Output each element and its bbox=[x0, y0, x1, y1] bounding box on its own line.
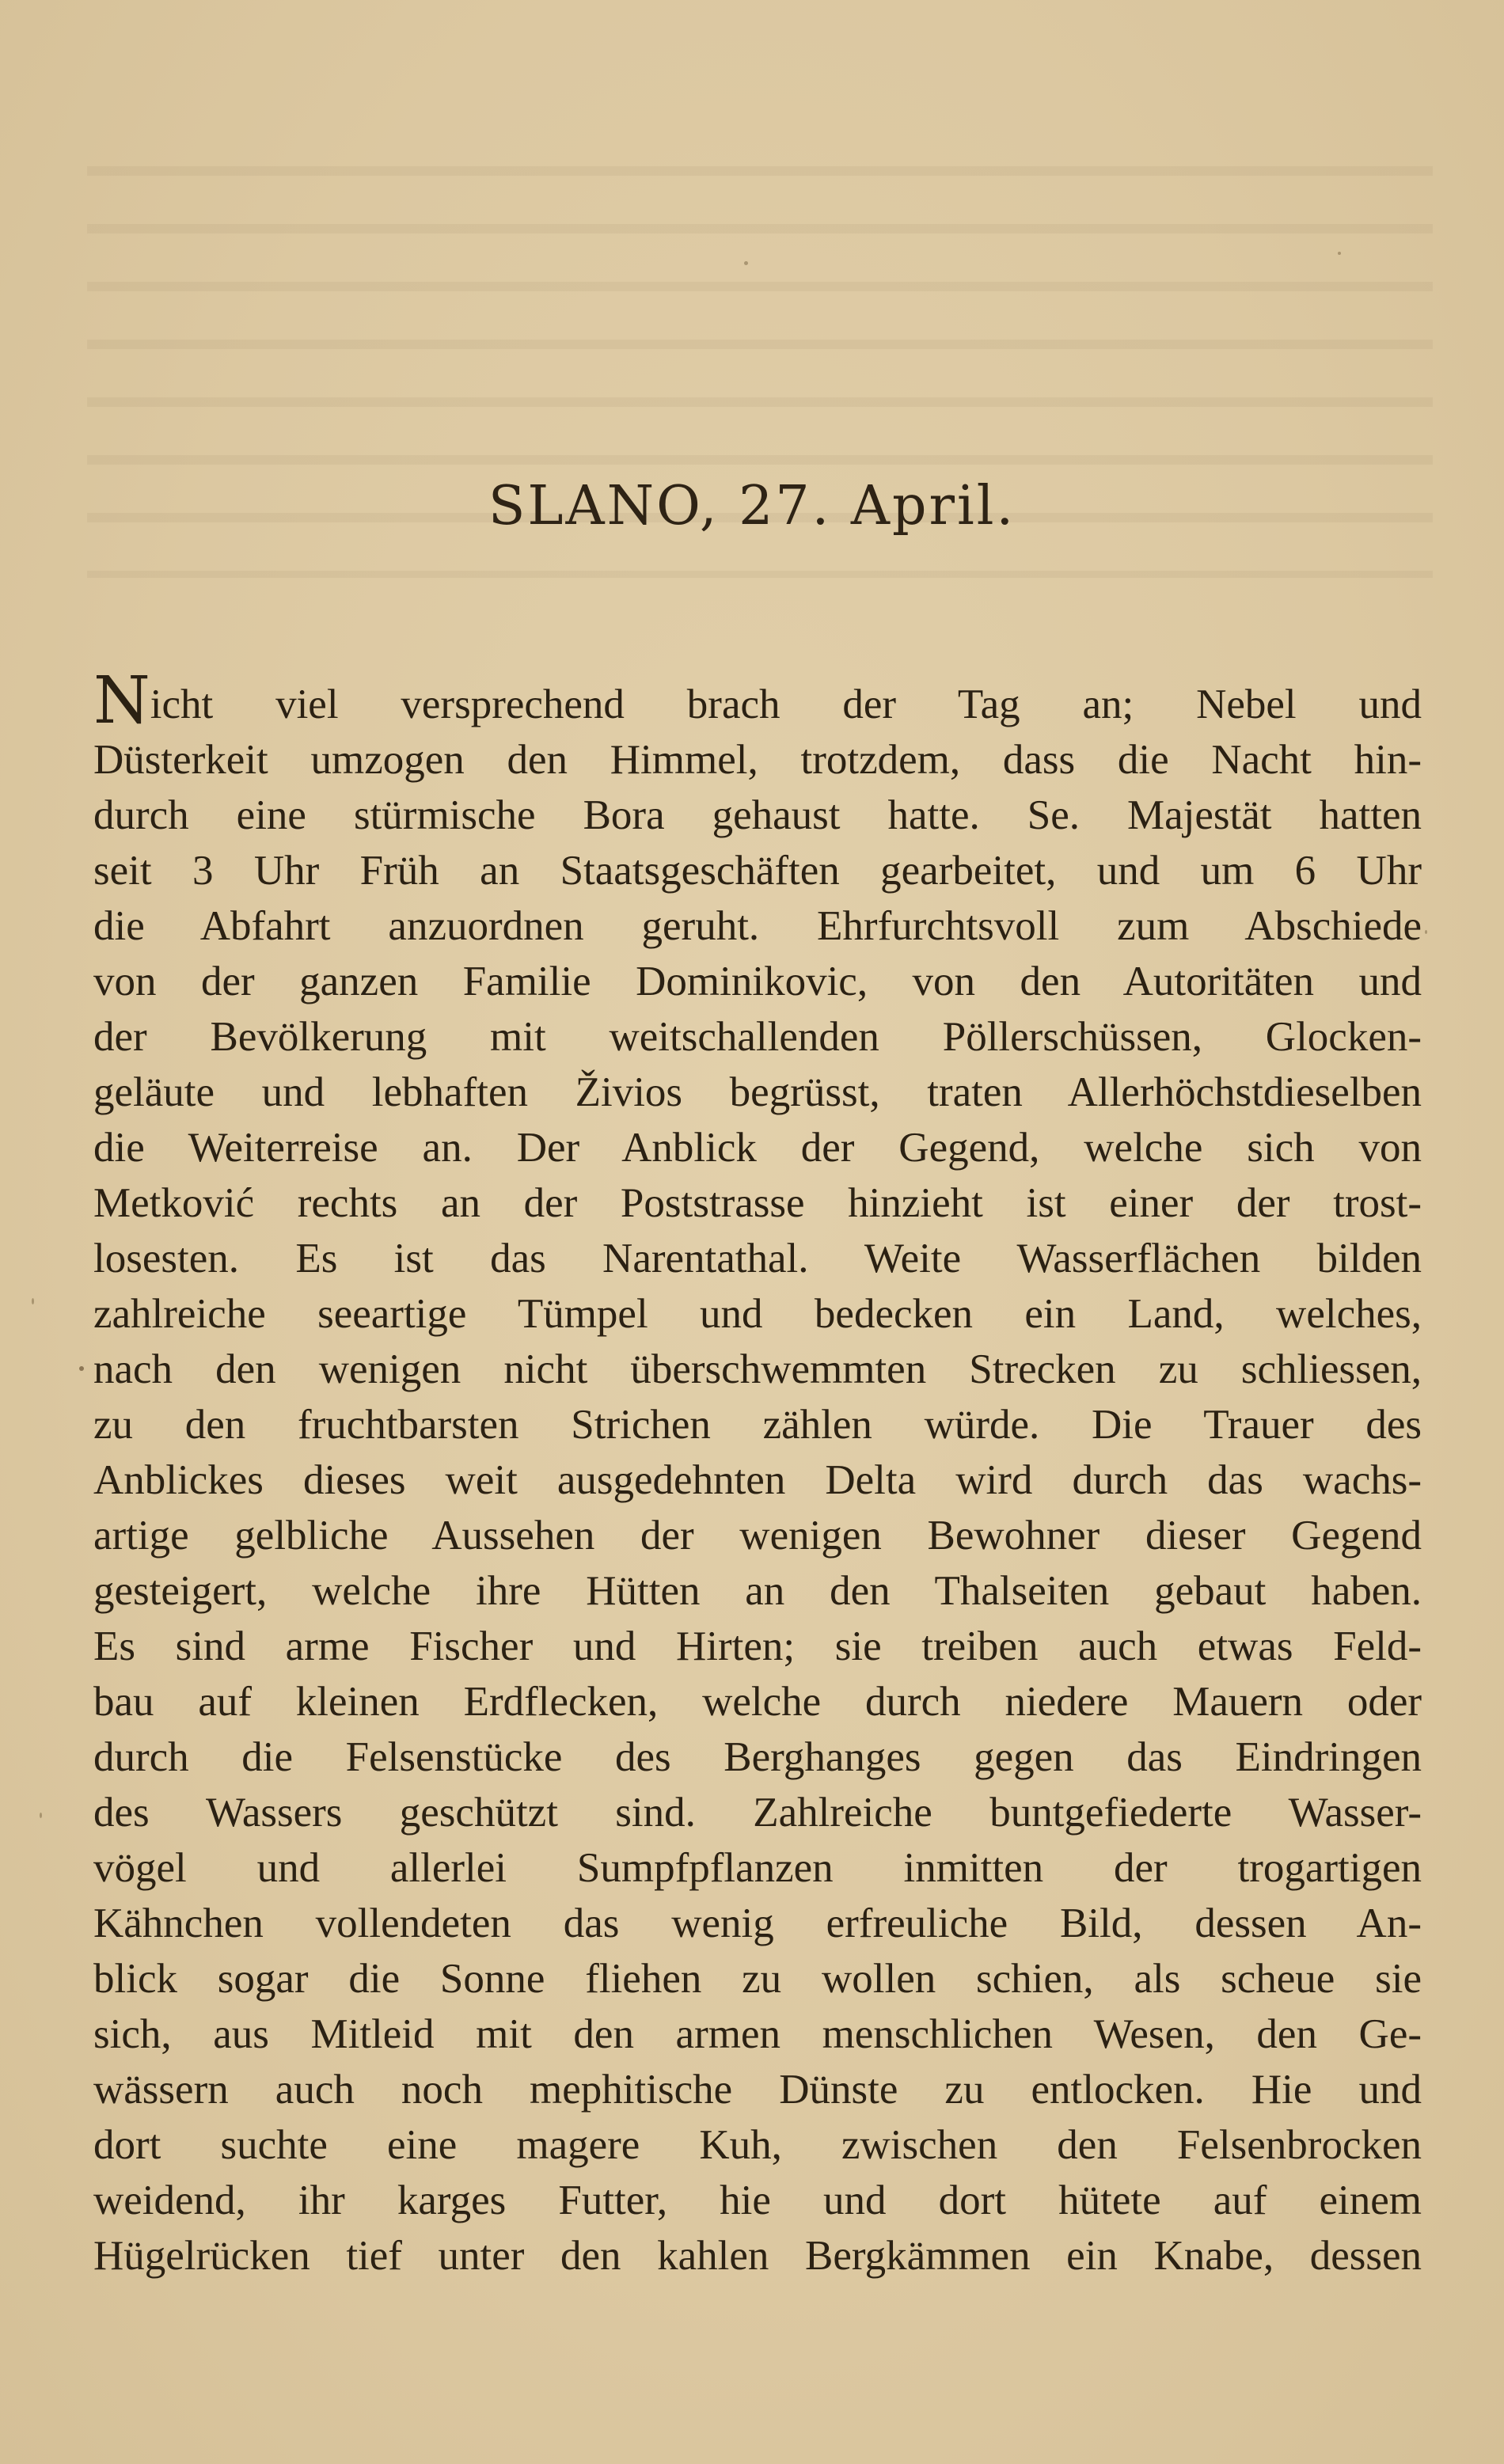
text-line: Nicht viel versprechend brach der Tag an; Nebel und bbox=[93, 663, 1422, 738]
text-line: sich, aus Mitleid mit den armen menschlichen Wesen, den Ge- bbox=[93, 2011, 1422, 2057]
text-line: die Abfahrt anzuordnen geruht. Ehrfurchtsvoll zum Abschiede bbox=[93, 903, 1422, 949]
text-line: blick sogar die Sonne fliehen zu wollen schien, als scheue sie bbox=[93, 1956, 1422, 2002]
text-line: seit 3 Uhr Früh an Staatsgeschäften gearbeitet, und um 6 Uhr bbox=[93, 848, 1422, 894]
page-title: SLANO, 27. April. bbox=[488, 475, 1016, 537]
text-line: Anblickes dieses weit ausgedehnten Delta wird durch das wachs- bbox=[93, 1457, 1422, 1503]
text-line: Es sind arme Fischer und Hirten; sie treiben auch etwas Feld- bbox=[93, 1623, 1422, 1669]
text-line: dort suchte eine magere Kuh, zwischen den Felsenbrocken bbox=[93, 2122, 1422, 2168]
text-line: Düsterkeit umzogen den Himmel, trotzdem, dass die Nacht hin- bbox=[93, 737, 1422, 783]
text-line: zahlreiche seeartige Tümpel und bedecken ein Land, welches, bbox=[93, 1291, 1422, 1337]
text-line: vögel und allerlei Sumpfpflanzen inmitten der trogartigen bbox=[93, 1845, 1422, 1891]
text-line: weidend, ihr karges Futter, hie und dort hütete auf einem bbox=[93, 2177, 1422, 2223]
drop-cap: N bbox=[93, 663, 150, 738]
text-line: wässern auch noch mephitische Dünste zu entlocken. Hie und bbox=[93, 2067, 1422, 2113]
text-line: zu den fruchtbarsten Strichen zählen würde. Die Trauer des bbox=[93, 1402, 1422, 1448]
text-line: Hügelrücken tief unter den kahlen Bergkämmen ein Knabe, dessen bbox=[93, 2233, 1422, 2279]
text-line: losesten. Es ist das Narentathal. Weite Wasserflächen bilden bbox=[93, 1236, 1422, 1281]
text-line: Kähnchen vollendeten das wenig erfreuliche Bild, dessen An- bbox=[93, 1900, 1422, 1946]
text-line: des Wassers geschützt sind. Zahlreiche buntgefiederte Wasser- bbox=[93, 1790, 1422, 1836]
text-line: gesteigert, welche ihre Hütten an den Thalseiten gebaut haben. bbox=[93, 1568, 1422, 1614]
text-line: artige gelbliche Aussehen der wenigen Bewohner dieser Gegend bbox=[93, 1513, 1422, 1559]
text-line: nach den wenigen nicht überschwemmten Strecken zu schliessen, bbox=[93, 1346, 1422, 1392]
text-line: bau auf kleinen Erdflecken, welche durch niedere Mauern oder bbox=[93, 1679, 1422, 1725]
text-line: geläute und lebhaften Živios begrüsst, traten Allerhöchstdieselben bbox=[93, 1069, 1422, 1115]
text-line: Metković rechts an der Poststrasse hinzieht ist einer der trost- bbox=[93, 1180, 1422, 1226]
text-line: durch die Felsenstücke des Berghanges gegen das Eindringen bbox=[93, 1734, 1422, 1780]
text-line: von der ganzen Familie Dominikovic, von den Autoritäten und bbox=[93, 959, 1422, 1004]
body-paragraph bbox=[93, 663, 1422, 2284]
text-line: durch eine stürmische Bora gehaust hatte. Se. Majestät hatten bbox=[93, 792, 1422, 838]
text-line: der Bevölkerung mit weitschallenden Pöllerschüssen, Glocken- bbox=[93, 1014, 1422, 1060]
text-line: die Weiterreise an. Der Anblick der Gegend, welche sich von bbox=[93, 1125, 1422, 1171]
